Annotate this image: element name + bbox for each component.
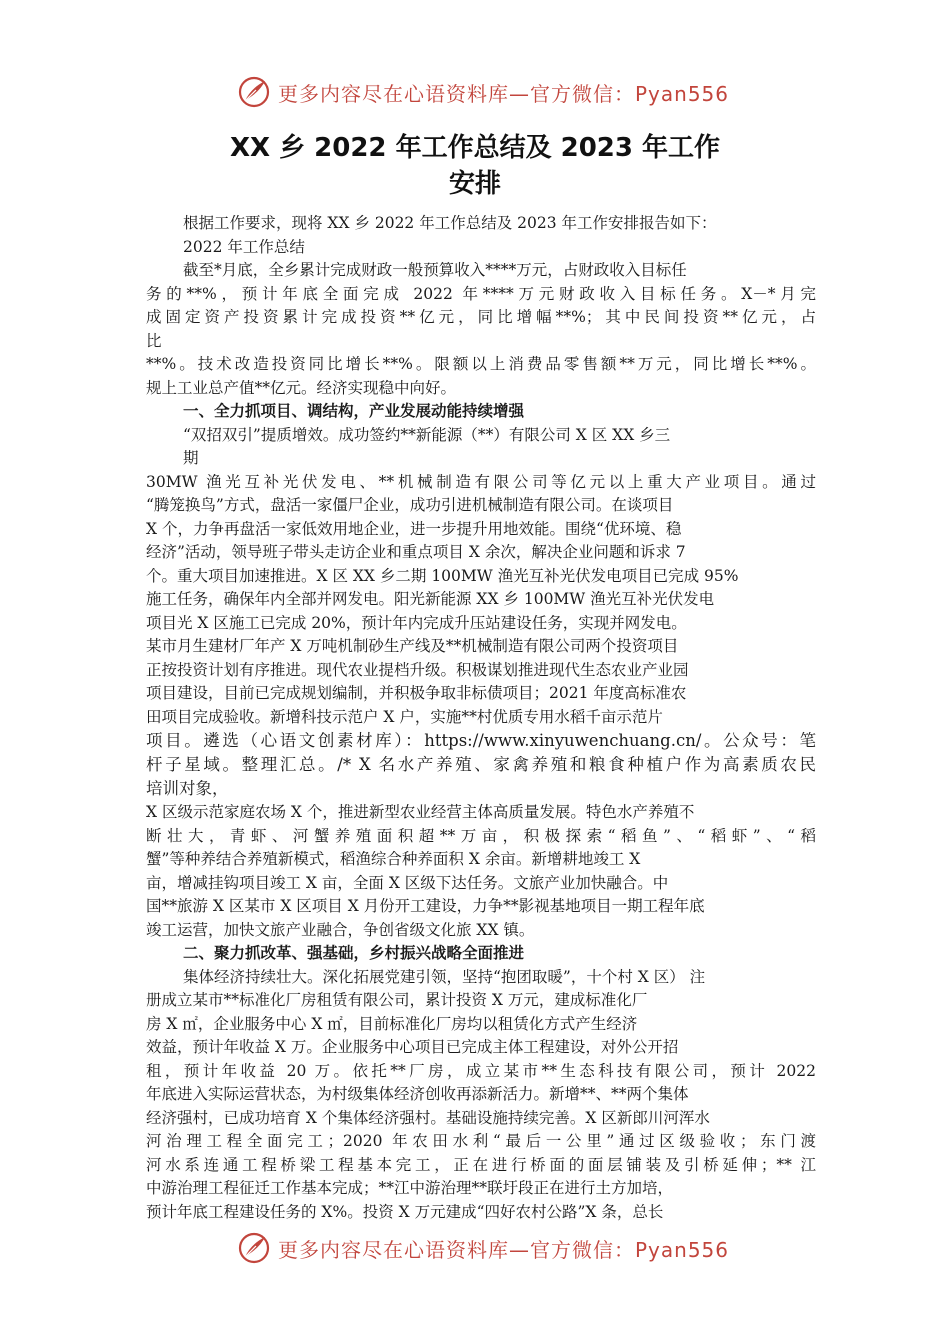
quill-logo-icon <box>236 1230 272 1266</box>
body-text-line: 务的**%，预计年底全面完成 2022 年****万元财政收入目标任务。X－*月完 <box>146 284 816 303</box>
body-text-line: 规上工业总产值**亿元。经济实现稳中向好。 <box>146 378 457 397</box>
body-text-line: 项目建设，目前已完成规划编制，并积极争取非标债项目；2021 年度高标准农 <box>146 684 687 702</box>
body-text-line: 经济”活动，领导班子带头走访企业和重点项目 X 余次，解决企业问题和诉求 7 <box>146 543 686 561</box>
body-text-line: 房 X ㎡，企业服务中心 X ㎡，目前标准化厂房均以租赁化方式产生经济 <box>146 1014 638 1033</box>
title-line-1: XX 乡 2022 年工作总结及 2023 年工作 <box>229 133 721 163</box>
body-text-line: 租，预计年收益 20 万。依托**厂房，成立某市**生态科技有限公司，预计 2022 <box>146 1061 816 1080</box>
body-text-line: 河治理工程全面完工；2020 年农田水利“最后一公里”通过区级验收；东门渡 <box>146 1132 816 1150</box>
body-text-line: 河水系连通工程桥梁工程基本完工，正在进行桥面的面层铺装及引桥延伸；** 江 <box>146 1155 816 1174</box>
body-text-line: “腾笼换鸟”方式，盘活一家僵尸企业，成功引进机械制造有限公司。在谈项目 <box>146 496 674 514</box>
body-text-line: 蟹”等种养结合养殖新模式，稻渔综合种养面积 X 余亩。新增耕地竣工 X <box>146 850 641 868</box>
body-text-line: 项目。遴选（心语文创素材库）：https://www.xinyuwenchuang.cn/。公众号：笔 <box>146 731 816 750</box>
body-text-line: 2022 年工作总结 <box>183 237 305 256</box>
body-text-line: 施工任务，确保年内全部并网发电。阳光新能源 XX 乡 100MW 渔光互补光伏发电 <box>146 590 715 608</box>
body-text-line: 项目光 X 区施工已完成 20%，预计年内完成升压站建设任务，实现并网发电。 <box>146 613 687 632</box>
body-text-line: 培训对象， <box>146 779 229 798</box>
section-heading: 二、聚力抓改革、强基础，乡村振兴战略全面推进 <box>183 944 525 962</box>
title-line-2: 安排 <box>448 169 501 199</box>
body-text-line: 效益，预计年收益 X 万。企业服务中心项目已完成主体工程建设，对外公开招 <box>146 1038 679 1056</box>
body-text-line: 个。重大项目加速推进。X 区 XX 乡二期 100MW 渔光互补光伏发电项目已完成 95% <box>146 566 739 585</box>
body-text-line: 根据工作要求，现将 XX 乡 2022 年工作总结及 2023 年工作安排报告如下： <box>183 214 717 232</box>
banner-text: 更多内容尽在心语资料库—官方微信：Pyan556 <box>278 1237 730 1262</box>
body-text-line: “双招双引”提质增效。成功签约**新能源（**）有限公司 X 区 XX 乡三 <box>183 425 671 444</box>
section-heading: 一、全力抓项目、调结构，产业发展动能持续增强 <box>183 402 525 420</box>
document-body <box>146 212 816 1224</box>
body-text-line: 某市月生建材厂年产 X 万吨机制砂生产线及**机械制造有限公司两个投资项目 <box>146 637 679 655</box>
body-text-line: 杆子星域。整理汇总。/* X 名水产养殖、家禽养殖和粮食种植户作为高素质农民 <box>146 755 816 774</box>
body-text-line: **%。技术改造投资同比增长**%。限额以上消费品零售额**万元，同比增长**%。 <box>146 355 816 373</box>
body-text-line: 集体经济持续壮大。深化拓展党建引领，坚持“抱团取暖”，十个村 X 区） 注 <box>183 967 706 986</box>
body-text-line: 预计年底工程建设任务的 X%。投资 X 万元建成“四好农村公路”X 条，总长 <box>146 1202 664 1221</box>
body-text-line: 比 <box>146 331 162 350</box>
body-text-line: 竣工运营，加快文旅产业融合，争创省级文化旅 XX 镇。 <box>146 920 535 939</box>
body-text-line: X 个，力争再盘活一家低效用地企业，进一步提升用地效能。围绕“优环境、稳 <box>146 519 682 538</box>
body-text-line: 30MW 渔光互补光伏发电、**机械制造有限公司等亿元以上重大产业项目。通过 <box>146 472 816 491</box>
document-title <box>0 130 950 202</box>
body-text-line: 经济强村，已成功培育 X 个集体经济强村。基础设施持续完善。X 区新郎川河浑水 <box>146 1108 710 1127</box>
body-text-line: 正按投资计划有序推进。现代农业提档升级。积极谋划推进现代生态农业产业园 <box>146 660 689 679</box>
body-text-line: 册成立某市**标准化厂房租赁有限公司，累计投资 X 万元，建成标准化厂 <box>146 991 648 1009</box>
body-text-line: 田项目完成验收。新增科技示范户 X 户，实施**村优质专用水稻千亩示范片 <box>146 707 663 726</box>
body-text-line: 国**旅游 X 区某市 X 区项目 X 月份开工建设，力争**影视基地项目一期工程年底 <box>146 897 705 915</box>
body-text-line: 断壮大，青虾、河蟹养殖面积超**万亩，积极探索“稻鱼”、“稻虾”、“稻 <box>146 826 816 845</box>
body-text-line: 年底进入实际运营状态，为村级集体经济创收再添新活力。新增**、**两个集体 <box>146 1085 689 1103</box>
header-watermark-banner <box>236 72 756 112</box>
body-text-line: 截至*月底，全乡累计完成财政一般预算收入****万元，占财政收入目标任 <box>183 261 687 279</box>
body-text-line: 期 <box>183 449 199 467</box>
banner-text: 更多内容尽在心语资料库—官方微信：Pyan556 <box>278 81 730 106</box>
quill-logo-icon <box>236 74 272 110</box>
body-text-line: 中游治理工程征迁工作基本完成；**江中游治理**联圩段正在进行土方加培， <box>146 1179 674 1197</box>
body-text-line: 亩，增减挂钩项目竣工 X 亩，全面 X 区级下达任务。文旅产业加快融合。中 <box>146 873 669 892</box>
footer-watermark-banner <box>236 1228 756 1268</box>
body-text-line: X 区级示范家庭农场 X 个，推进新型农业经营主体高质量发展。特色水产养殖不 <box>146 803 695 821</box>
body-text-line: 成固定资产投资累计完成投资**亿元，同比增幅**%；其中民间投资**亿元，占 <box>146 308 816 326</box>
